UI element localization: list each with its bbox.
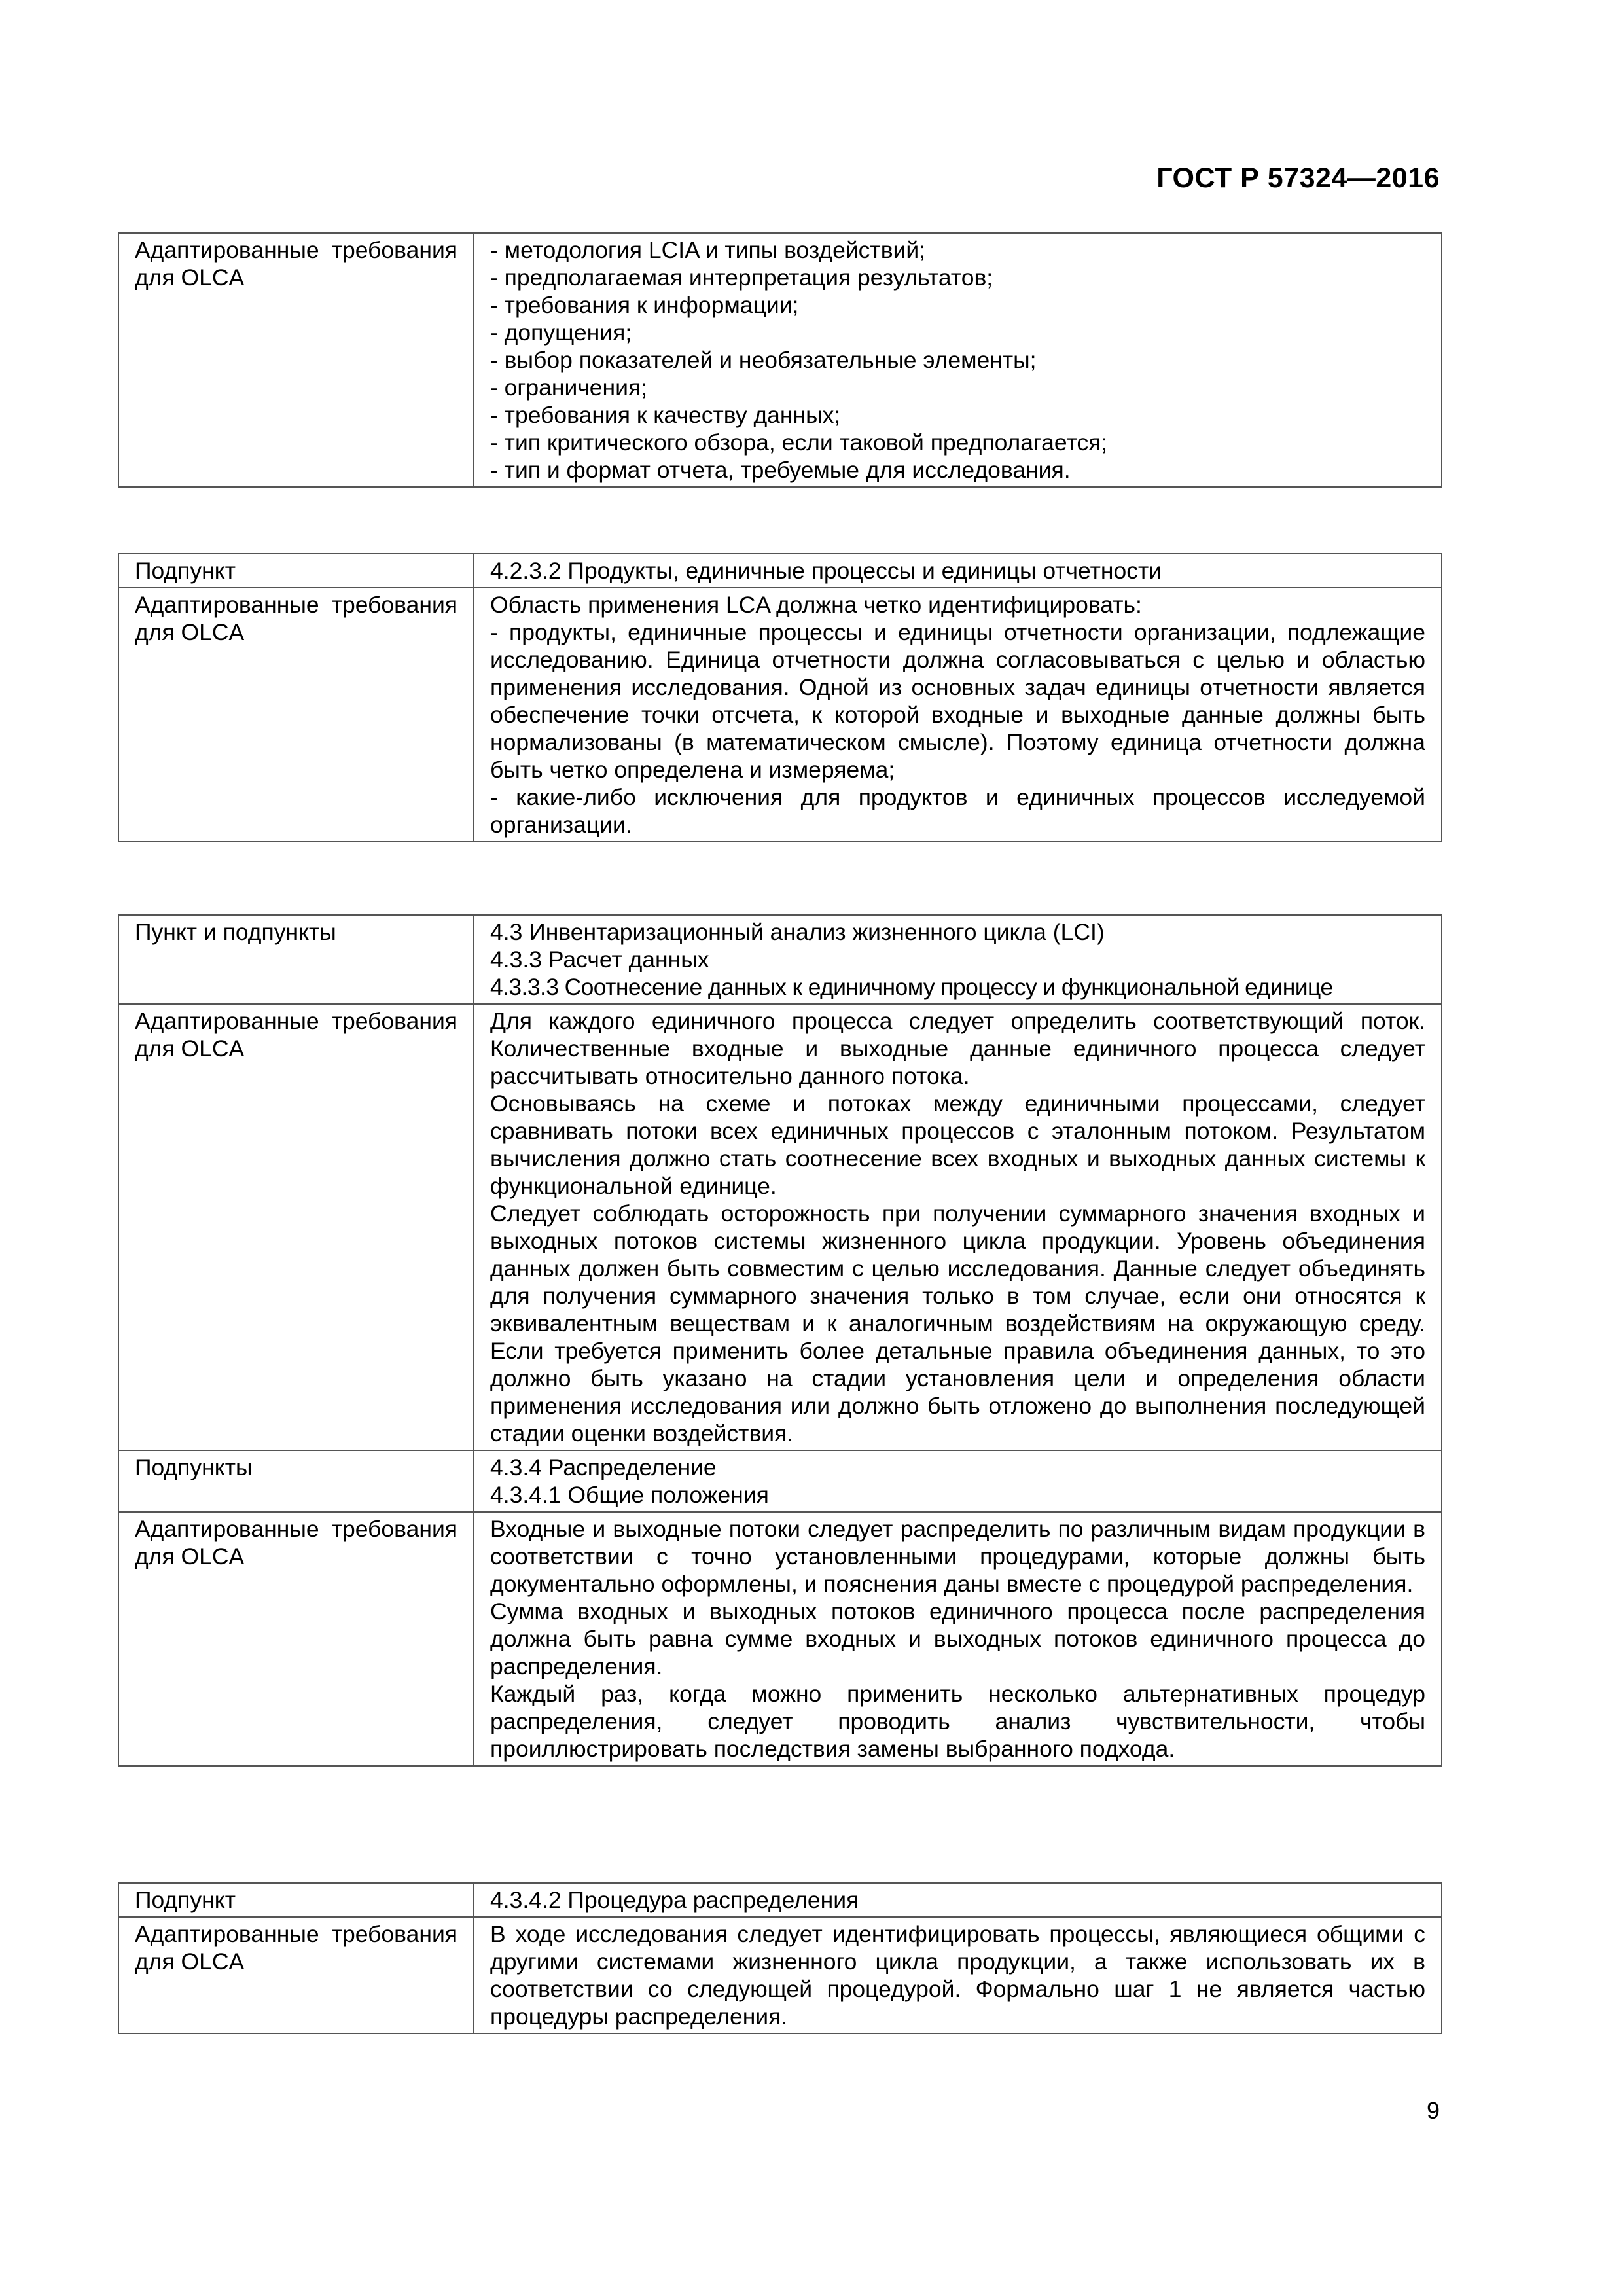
row-label: Адаптированные требования для OLCA	[118, 1917, 474, 2034]
row-label: Подпункты	[118, 1450, 474, 1512]
requirements-table-1	[118, 232, 1442, 488]
paragraph: Основываясь на схеме и потоках между единичными процессами, следует сравнивать потоки всех единичных процессов с эталонным потоком. Результатом вычисления должно стать соотнесение всех входных и выходных данных системы к функциональной единице.	[490, 1090, 1425, 1199]
clause-reference: 4.3.4.2 Процедура распределения	[490, 1887, 859, 1913]
paragraph: Следует соблюдать осторожность при получении суммарного значения входных и выходных потоков системы жизненного цикла продукции. Уровень объединения данных должен быть совместим с целью исследования. Данные следует объединять для получения суммарного значения только в том случае, если они относятся к эквивалентным веществам и к аналогичным воздействиям на окружающую среду. Если требуется применить более детальные правила объединения данных, то это должно быть указано на стадии установления цели и определения области применения исследования или должно быть отложено до выполнения последующей стадии оценки воздействия.	[490, 1200, 1425, 1446]
table-row	[118, 233, 1442, 487]
clause-reference: 4.3.4.1 Общие положения	[490, 1482, 769, 1508]
paragraph: Каждый раз, когда можно применить несколько альтернативных процедур распределения, следует проводить анализ чувствительности, чтобы проиллюстрировать последствия замены выбранного подхода.	[490, 1681, 1425, 1762]
row-content	[474, 1883, 1442, 1917]
clause-reference: 4.3.3.3 Соотнесение данных к единичному процессу и функциональной единице	[490, 974, 1333, 1000]
row-label: Подпункт	[118, 554, 474, 588]
list-item: - тип критического обзора, если таковой предполагается;	[490, 429, 1108, 456]
paragraph: Входные и выходные потоки следует распределить по различным видам продукции в соответствии с точно установленными процедурами, которые должны быть документально оформлены, и пояснения даны вместе с процедурой распределения.	[490, 1516, 1425, 1597]
row-label: Адаптированные требования для OLCA	[118, 233, 474, 487]
requirements-table-4	[118, 1882, 1442, 2034]
list-item: - предполагаемая интерпретация результатов;	[490, 264, 993, 291]
clause-reference: 4.3 Инвентаризационный анализ жизненного цикла (LCI)	[490, 919, 1105, 945]
list-item: - тип и формат отчета, требуемые для исследования.	[490, 457, 1071, 483]
row-label: Адаптированные требования для OLCA	[118, 588, 474, 842]
table-row	[118, 1450, 1442, 1512]
row-content	[474, 1512, 1442, 1766]
row-content	[474, 588, 1442, 842]
list-item: - требования к информации;	[490, 292, 799, 318]
row-content	[474, 554, 1442, 588]
row-label: Пункт и подпункты	[118, 915, 474, 1004]
paragraph: Область применения LCA должна четко идентифицировать:	[490, 592, 1142, 618]
clause-reference: 4.3.4 Распределение	[490, 1454, 717, 1480]
row-content	[474, 1004, 1442, 1450]
table-row	[118, 554, 1442, 588]
row-content	[474, 233, 1442, 487]
row-content	[474, 1450, 1442, 1512]
list-item: - допущения;	[490, 319, 632, 346]
requirements-table-3	[118, 914, 1442, 1767]
paragraph: Сумма входных и выходных потоков единичного процесса после распределения должна быть равна сумме входных и выходных потоков единичного процесса до распределения.	[490, 1598, 1425, 1679]
paragraph: Для каждого единичного процесса следует определить соответствующий поток. Количественные входные и выходные данные единичного процесса следует рассчитывать относительно данного потока.	[490, 1008, 1425, 1089]
list-item: - требования к качеству данных;	[490, 402, 841, 428]
table-row	[118, 1004, 1442, 1450]
list-item: - методология LCIA и типы воздействий;	[490, 237, 926, 263]
row-label: Адаптированные требования для OLCA	[118, 1004, 474, 1450]
paragraph: В ходе исследования следует идентифицировать процессы, являющиеся общими с другими системами жизненного цикла продукции, а также использовать их в соответствии со следующей процедурой. Формально шаг 1 не является частью процедуры распределения.	[490, 1921, 1425, 2030]
paragraph: - какие-либо исключения для продуктов и единичных процессов исследуемой организации.	[490, 784, 1425, 838]
requirements-table-2	[118, 553, 1442, 842]
row-content	[474, 1917, 1442, 2034]
table-row	[118, 1917, 1442, 2034]
list-item: - выбор показателей и необязательные элементы;	[490, 347, 1037, 373]
document-code: ГОСТ Р 57324—2016	[1156, 162, 1440, 194]
table-row	[118, 1883, 1442, 1917]
table-row	[118, 588, 1442, 842]
clause-reference: 4.3.3 Расчет данных	[490, 946, 709, 973]
paragraph: - продукты, единичные процессы и единицы отчетности организации, подлежащие исследованию. Единица отчетности должна согласовываться с целью и областью применения исследования. Одной из основных задач единицы отчетности является обеспечение точки отсчета, к которой входные и выходные данные должны быть нормализованы (в математическом смысле). Поэтому единица отчетности должна быть четко определена и измеряема;	[490, 619, 1425, 783]
table-row	[118, 1512, 1442, 1766]
table-row	[118, 915, 1442, 1004]
clause-reference: 4.2.3.2 Продукты, единичные процессы и единицы отчетности	[490, 558, 1162, 584]
page-number: 9	[1426, 2097, 1440, 2124]
list-item: - ограничения;	[490, 374, 648, 401]
row-label: Адаптированные требования для OLCA	[118, 1512, 474, 1766]
row-content	[474, 915, 1442, 1004]
row-label: Подпункт	[118, 1883, 474, 1917]
